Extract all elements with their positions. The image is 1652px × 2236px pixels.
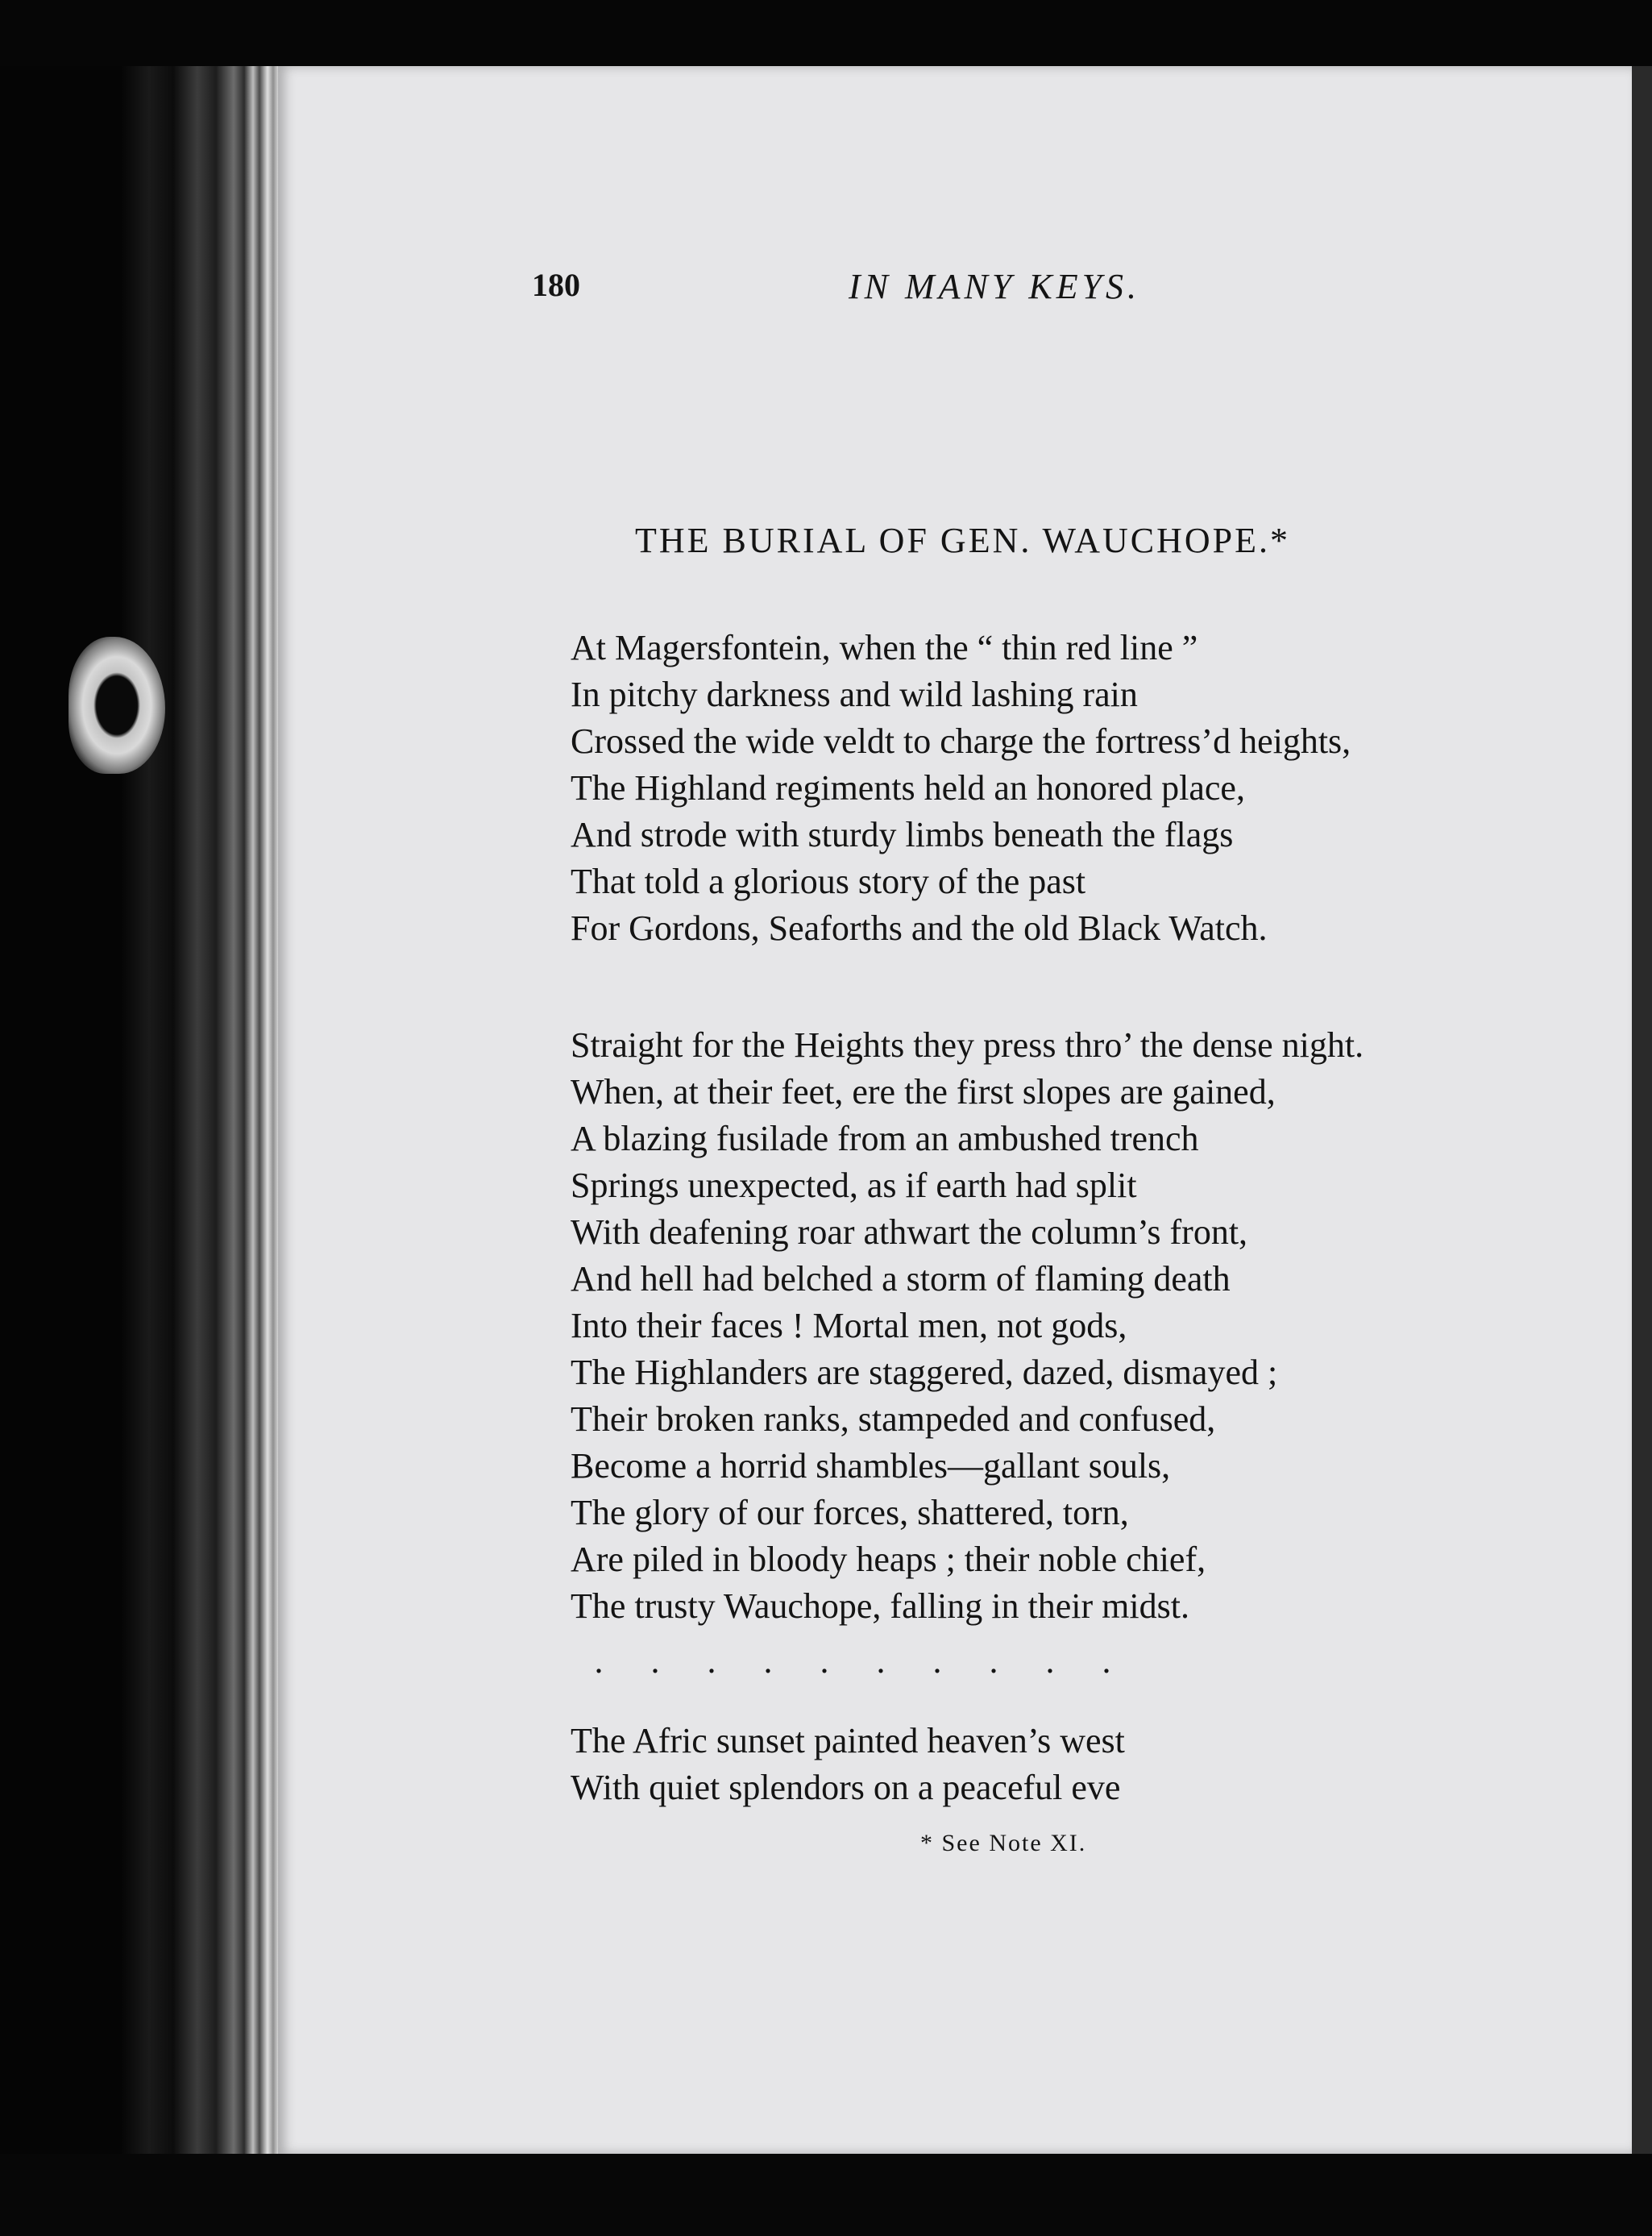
ellipsis-dot: . xyxy=(1045,1641,1055,1681)
microfilm-border-bottom xyxy=(0,2154,1652,2236)
poem-line: Their broken ranks, stampeded and confused, xyxy=(571,1399,1216,1439)
poem-line: Crossed the wide veldt to charge the fortress’d heights, xyxy=(571,721,1351,761)
poem-title: THE BURIAL OF GEN. WAUCHOPE.* xyxy=(635,521,1290,560)
poem-line: With quiet splendors on a peaceful eve xyxy=(571,1768,1121,1807)
poem-line: With deafening roar athwart the column’s front, xyxy=(571,1212,1248,1252)
poem-line: The Afric sunset painted heaven’s west xyxy=(571,1721,1125,1760)
ellipsis-dot: . xyxy=(650,1641,660,1681)
running-head xyxy=(532,266,1201,322)
poem-line: Become a horrid shambles—gallant souls, xyxy=(571,1446,1171,1486)
ellipsis-dot: . xyxy=(876,1641,886,1681)
poem-line: When, at their feet, ere the first slopes are gained, xyxy=(571,1072,1276,1112)
poem-line: Straight for the Heights they press thro’ the dense night. xyxy=(571,1025,1364,1065)
poem-line: In pitchy darkness and wild lashing rain xyxy=(571,675,1138,714)
ellipsis-dot: . xyxy=(989,1641,998,1681)
ellipsis-dot: . xyxy=(707,1641,716,1681)
ellipsis-dot: . xyxy=(820,1641,829,1681)
stanza-2 xyxy=(571,1022,1364,1630)
poem-line: The trusty Wauchope, falling in their midst. xyxy=(571,1586,1189,1626)
poem-line: Are piled in bloody heaps ; their noble chief, xyxy=(571,1540,1206,1579)
poem-line: At Magersfontein, when the “ thin red line ” xyxy=(571,628,1198,667)
ellipsis-dot: . xyxy=(594,1641,604,1681)
book-title: IN MANY KEYS. xyxy=(849,267,1141,306)
footnote: * See Note XI. xyxy=(920,1830,1087,1856)
book-spine-edge xyxy=(0,66,278,2154)
poem-line: The Highlanders are staggered, dazed, dismayed ; xyxy=(571,1353,1278,1392)
ellipsis-dot: . xyxy=(763,1641,773,1681)
poem-line: The Highland regiments held an honored place, xyxy=(571,768,1245,808)
ellipsis-separator xyxy=(571,1640,1256,1681)
poem-line: And hell had belched a storm of flaming death xyxy=(571,1259,1231,1299)
poem-line: A blazing fusilade from an ambushed trench xyxy=(571,1119,1199,1158)
poem-line: For Gordons, Seaforths and the old Black Watch. xyxy=(571,908,1268,948)
ellipsis-dot: . xyxy=(1102,1641,1111,1681)
poem-line: The glory of our forces, shattered, torn, xyxy=(571,1493,1129,1532)
poem-line: Into their faces ! Mortal men, not gods, xyxy=(571,1306,1127,1345)
stanza-3 xyxy=(571,1718,1125,1811)
poem-line: And strode with sturdy limbs beneath the flags xyxy=(571,815,1234,854)
ellipsis-dot: . xyxy=(932,1641,942,1681)
stanza-1 xyxy=(571,625,1351,952)
poem-line: Springs unexpected, as if earth had split xyxy=(571,1166,1137,1205)
microfilm-border-right xyxy=(1632,66,1652,2154)
poem-line: That told a glorious story of the past xyxy=(571,862,1086,901)
page-number: 180 xyxy=(532,267,580,303)
microfilm-border-top xyxy=(0,0,1652,66)
